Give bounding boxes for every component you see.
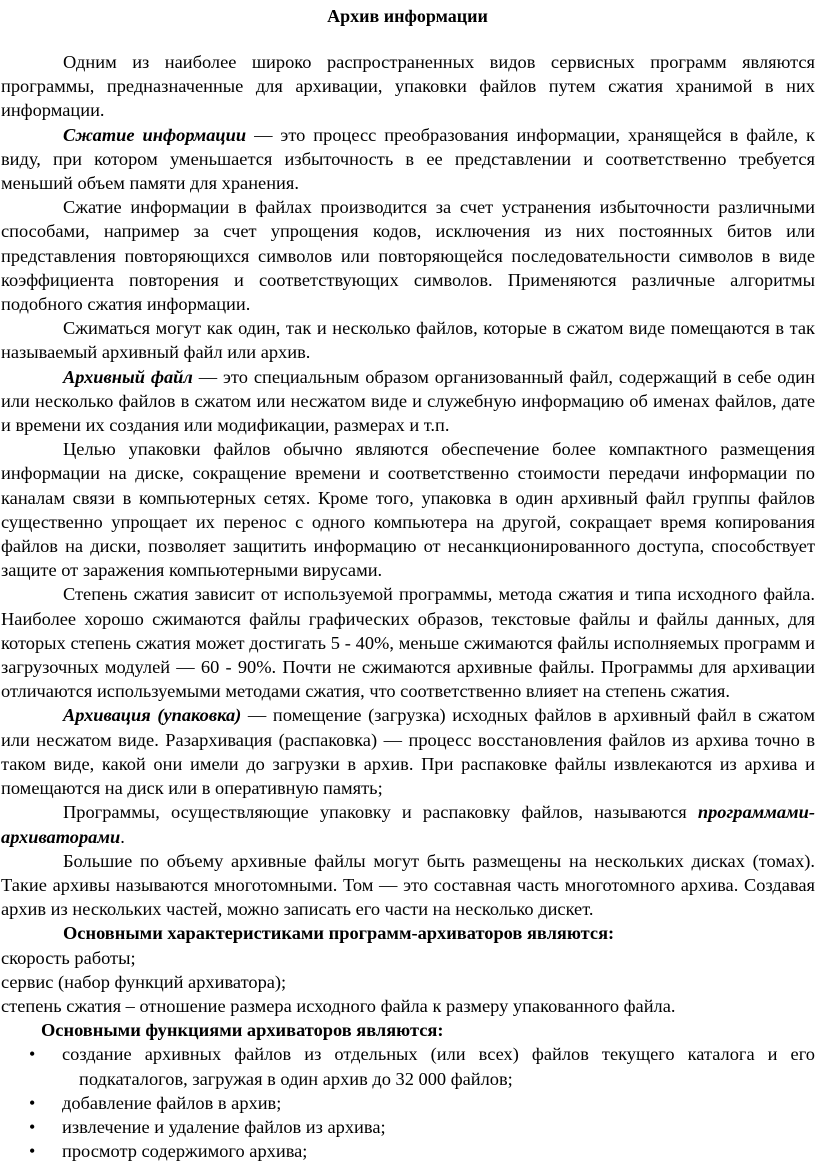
paragraph-packing-goals: Целью упаковки файлов обычно являются обеспечение более компактного размещения информации на диске, сокращение времени и соответственно стоимости передачи информации по каналам связи в компьютерных сетях. Кроме того, упаковка в один архивный файл группы файлов существенно упрощает их перенос с одного компьютера на другой, сокращает время копирования файлов на диски, позволяет защитить информацию от несанкционированного доступа, способствует защите от заражения компьютерными вирусами. [1, 439, 815, 581]
list-item [15, 1091, 815, 1115]
list-item [15, 1115, 815, 1139]
definition-text: — это процесс преобразования информации, хранящейся в файле, к виду, при котором уменьшается избыточность в ее представлении и соответственно требуется меньший объем памяти для хранения. [1, 124, 815, 194]
paragraph-multivolume: Большие по объему архивные файлы могут быть размещены на нескольких дисках (томах). Такие архивы называются многотомными. Том — это составная часть многотомного архива. Создавая архив из нескольких частей, можно записать его части на несколько дискет. [1, 850, 815, 920]
list-item-text: просмотр содержимого архива; [62, 1141, 308, 1162]
list-item-text: извлечение и удаление файлов из архива; [62, 1116, 386, 1137]
list-item-text: создание архивных файлов из отдельных (или всех) файлов текущего каталога и его подкаталогов, загружая в один архив до 32 000 файлов; [62, 1044, 815, 1089]
bullet-icon: • [29, 1044, 36, 1065]
characteristics-heading: Основными характеристиками программ-архиваторов являются: [63, 923, 615, 944]
document-title: Архив информации [327, 6, 488, 26]
paragraph-compression-ratio: Степень сжатия зависит от используемой программы, метода сжатия и типа исходного файла. Наиболее хорошо сжимаются файлы графических образов, текстовые файлы и файлы данных, для которых степень сжатия может достигать 5 - 40%, меньше сжимаются файлы исполняемых программ и загрузочных модулей — 60 - 90%. Почти не сжимаются архивные файлы. Программы для архивации отличаются используемыми методами сжатия, что соответственно влияет на степень сжатия. [1, 584, 815, 702]
paragraph-archivers [1, 800, 815, 848]
list-item [15, 1139, 815, 1163]
functions-heading: Основными функциями архиваторов являются: [41, 1020, 444, 1041]
term-archivers: программами-архиваторами [1, 802, 815, 847]
bullet-icon: • [29, 1141, 36, 1162]
characteristic-item: степень сжатия – отношение размера исходного файла к размеру упакованного файла. [1, 995, 676, 1016]
archivers-end: . [120, 826, 125, 847]
list-item-text: добавление файлов в архив; [62, 1092, 282, 1113]
bullet-icon: • [29, 1116, 36, 1137]
paragraph-intro: Одним из наиболее широко распространенных видов сервисных программ являются программы, предназначенные для архивации, упаковки файлов путем сжатия хранимой в них информации. [1, 52, 815, 121]
functions-list [0, 1042, 815, 1163]
characteristic-item: скорость работы; [1, 947, 136, 968]
paragraph-compression-methods: Сжатие информации в файлах производится за счет устранения избыточности различными способами, например за счет упрощения кодов, исключения из них постоянных битов или представления повторяющихся символов или повторяющейся последовательности символов в виде коэффициента повторения и соответствующих символов. Применяются различные алгоритмы подобного сжатия информации. [1, 197, 815, 315]
paragraph-archive-file-definition [1, 365, 815, 438]
paragraph-archive-files: Сжиматься могут как один, так и несколько файлов, которые в сжатом виде помещаются в так называемый архивный файл или архив. [1, 318, 815, 363]
paragraph-compression-definition [1, 123, 815, 196]
bullet-icon: • [29, 1092, 36, 1113]
definition-text: — это специальным образом организованный файл, содержащий в себе один или несколько файлов в сжатом или несжатом виде и служебную информацию об именах файлов, дате и времени их создания или модификации, размерах и т.п. [1, 366, 815, 436]
term-compression: Сжатие информации [63, 124, 247, 145]
list-item [15, 1042, 815, 1090]
term-archive-file: Архивный файл [63, 366, 193, 387]
definition-text: — помещение (загрузка) исходных файлов в архивный файл в сжатом или несжатом виде. Разархивация (распаковка) — процесс восстановления файлов из архива точно в таком виде, какой они имели до загрузки в архив. При распаковке файлы извлекаются из архива и помещаются на диск или в оперативную память; [1, 705, 815, 799]
paragraph-archiving-definition [1, 703, 815, 800]
term-archiving: Архивация (упаковка) [63, 705, 242, 726]
characteristic-item: сервис (набор функций архиватора); [1, 971, 287, 992]
archivers-lead: Программы, осуществляющие упаковку и распаковку файлов, называются [63, 802, 698, 823]
